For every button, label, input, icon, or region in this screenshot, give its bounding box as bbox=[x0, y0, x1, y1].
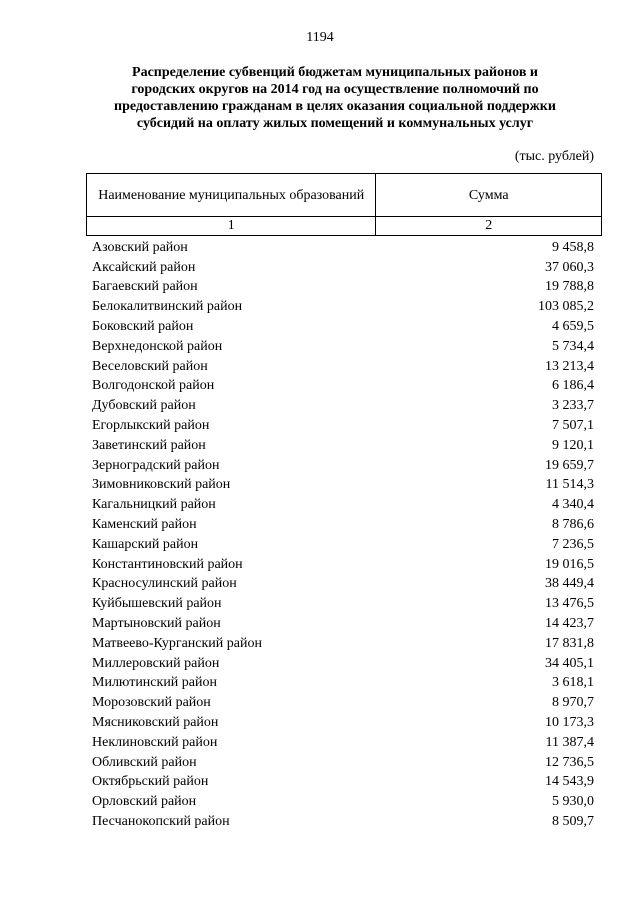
table-row bbox=[86, 337, 594, 357]
amount-value: 38 449,4 bbox=[545, 576, 594, 592]
municipality-name: Миллеровский район bbox=[92, 655, 220, 671]
municipality-name: Обливский район bbox=[92, 754, 197, 770]
amount-value: 14 543,9 bbox=[545, 774, 594, 790]
amount-value: 11 514,3 bbox=[545, 477, 594, 493]
table-row bbox=[86, 654, 594, 674]
municipality-name: Песчанокопский район bbox=[92, 814, 230, 829]
table-row bbox=[86, 357, 594, 377]
table-row bbox=[86, 297, 594, 317]
header-amount-column: Сумма bbox=[376, 174, 602, 217]
amount-value: 7 236,5 bbox=[552, 536, 594, 552]
table-row bbox=[86, 773, 594, 793]
amount-value: 103 085,2 bbox=[538, 299, 594, 315]
amount-value: 4 659,5 bbox=[552, 319, 594, 335]
header-name-column: Наименование муниципальных образований bbox=[87, 174, 376, 217]
document-title bbox=[98, 64, 572, 132]
table-row bbox=[86, 634, 594, 654]
column-number-row bbox=[87, 217, 602, 236]
municipality-name: Верхнедонской район bbox=[92, 338, 223, 354]
municipality-name: Дубовский район bbox=[92, 398, 196, 414]
table-row bbox=[86, 238, 594, 258]
units-label: (тыс. рублей) bbox=[514, 149, 594, 164]
table-row bbox=[86, 515, 594, 535]
municipality-name: Константиновский район bbox=[92, 556, 243, 572]
table-row bbox=[86, 495, 594, 515]
municipality-name: Белокалитвинский район bbox=[92, 299, 243, 315]
table-row bbox=[86, 693, 594, 713]
table-row bbox=[86, 614, 594, 634]
municipality-name: Неклиновский район bbox=[92, 734, 218, 750]
table-row bbox=[86, 713, 594, 733]
municipality-name: Красносулинский район bbox=[92, 576, 237, 592]
table-row bbox=[86, 812, 594, 832]
municipality-name: Октябрьский район bbox=[92, 774, 209, 790]
table-row bbox=[86, 317, 594, 337]
municipality-name: Веселовский район bbox=[92, 358, 208, 374]
header-row bbox=[87, 174, 602, 217]
amount-value: 14 423,7 bbox=[545, 616, 594, 632]
table-row bbox=[86, 416, 594, 436]
title-line: Распределение субвенций бюджетам муниципальных районов и bbox=[132, 65, 538, 80]
municipality-name: Волгодонской район bbox=[92, 378, 215, 394]
title-line: субсидий на оплату жилых помещений и коммунальных услуг bbox=[136, 116, 534, 131]
table-row bbox=[86, 396, 594, 416]
amount-value: 9 120,1 bbox=[552, 437, 594, 453]
municipality-name: Морозовский район bbox=[92, 695, 211, 711]
municipality-name: Орловский район bbox=[92, 794, 197, 810]
amount-value: 8 970,7 bbox=[552, 695, 594, 711]
amount-value: 13 213,4 bbox=[545, 358, 594, 374]
amount-value: 11 387,4 bbox=[545, 734, 594, 750]
table-row bbox=[86, 792, 594, 812]
amount-value: 4 340,4 bbox=[552, 497, 594, 513]
table-row bbox=[86, 436, 594, 456]
amount-value: 37 060,3 bbox=[545, 259, 594, 275]
municipality-name: Куйбышевский район bbox=[92, 596, 222, 612]
column-number-2: 2 bbox=[376, 217, 602, 236]
table-row bbox=[86, 258, 594, 278]
column-number-1: 1 bbox=[87, 217, 376, 236]
table-header bbox=[86, 173, 602, 236]
amount-value: 5 734,4 bbox=[552, 338, 594, 354]
municipality-name: Аксайский район bbox=[92, 259, 196, 275]
table-row bbox=[86, 535, 594, 555]
title-line: городских округов на 2014 год на осуществление полномочий по bbox=[131, 82, 539, 97]
page-number: 1194 bbox=[306, 30, 334, 45]
amount-value: 12 736,5 bbox=[545, 754, 594, 770]
municipality-name: Боковский район bbox=[92, 319, 194, 335]
amount-value: 19 016,5 bbox=[545, 556, 594, 572]
table-row bbox=[86, 456, 594, 476]
municipality-name: Кагальницкий район bbox=[92, 497, 216, 513]
table-body bbox=[86, 238, 594, 832]
table-row bbox=[86, 674, 594, 694]
municipality-name: Милютинский район bbox=[92, 675, 218, 691]
amount-value: 19 659,7 bbox=[545, 457, 594, 473]
table-row bbox=[86, 594, 594, 614]
municipality-name: Заветинский район bbox=[92, 437, 206, 453]
table-row bbox=[86, 476, 594, 496]
municipality-name: Зимовниковский район bbox=[92, 477, 231, 493]
municipality-name: Мартыновский район bbox=[92, 616, 221, 632]
amount-value: 8 509,7 bbox=[552, 814, 594, 829]
table-row bbox=[86, 555, 594, 575]
amount-value: 13 476,5 bbox=[545, 596, 594, 612]
amount-value: 10 173,3 bbox=[545, 715, 594, 731]
amount-value: 9 458,8 bbox=[552, 239, 594, 255]
municipality-name: Азовский район bbox=[92, 239, 188, 255]
amount-value: 7 507,1 bbox=[552, 418, 594, 434]
amount-value: 3 233,7 bbox=[552, 398, 594, 414]
table-row bbox=[86, 575, 594, 595]
amount-value: 5 930,0 bbox=[552, 794, 594, 810]
amount-value: 34 405,1 bbox=[545, 655, 594, 671]
municipality-name: Каменский район bbox=[92, 517, 197, 533]
amount-value: 3 618,1 bbox=[552, 675, 594, 691]
municipality-name: Багаевский район bbox=[92, 279, 198, 295]
amount-value: 17 831,8 bbox=[545, 635, 594, 651]
amount-value: 19 788,8 bbox=[545, 279, 594, 295]
municipality-name: Матвеево-Курганский район bbox=[92, 635, 262, 651]
table-row bbox=[86, 377, 594, 397]
municipality-name: Егорлыкский район bbox=[92, 418, 210, 434]
title-line: предоставлению гражданам в целях оказания социальной поддержки bbox=[114, 99, 556, 114]
municipality-name: Зерноградский район bbox=[92, 457, 220, 473]
municipality-name: Мясниковский район bbox=[92, 715, 219, 731]
amount-value: 6 186,4 bbox=[552, 378, 594, 394]
amount-value: 8 786,6 bbox=[552, 517, 594, 533]
table-row bbox=[86, 278, 594, 298]
table-row bbox=[86, 733, 594, 753]
table-row bbox=[86, 753, 594, 773]
municipality-name: Кашарский район bbox=[92, 536, 199, 552]
